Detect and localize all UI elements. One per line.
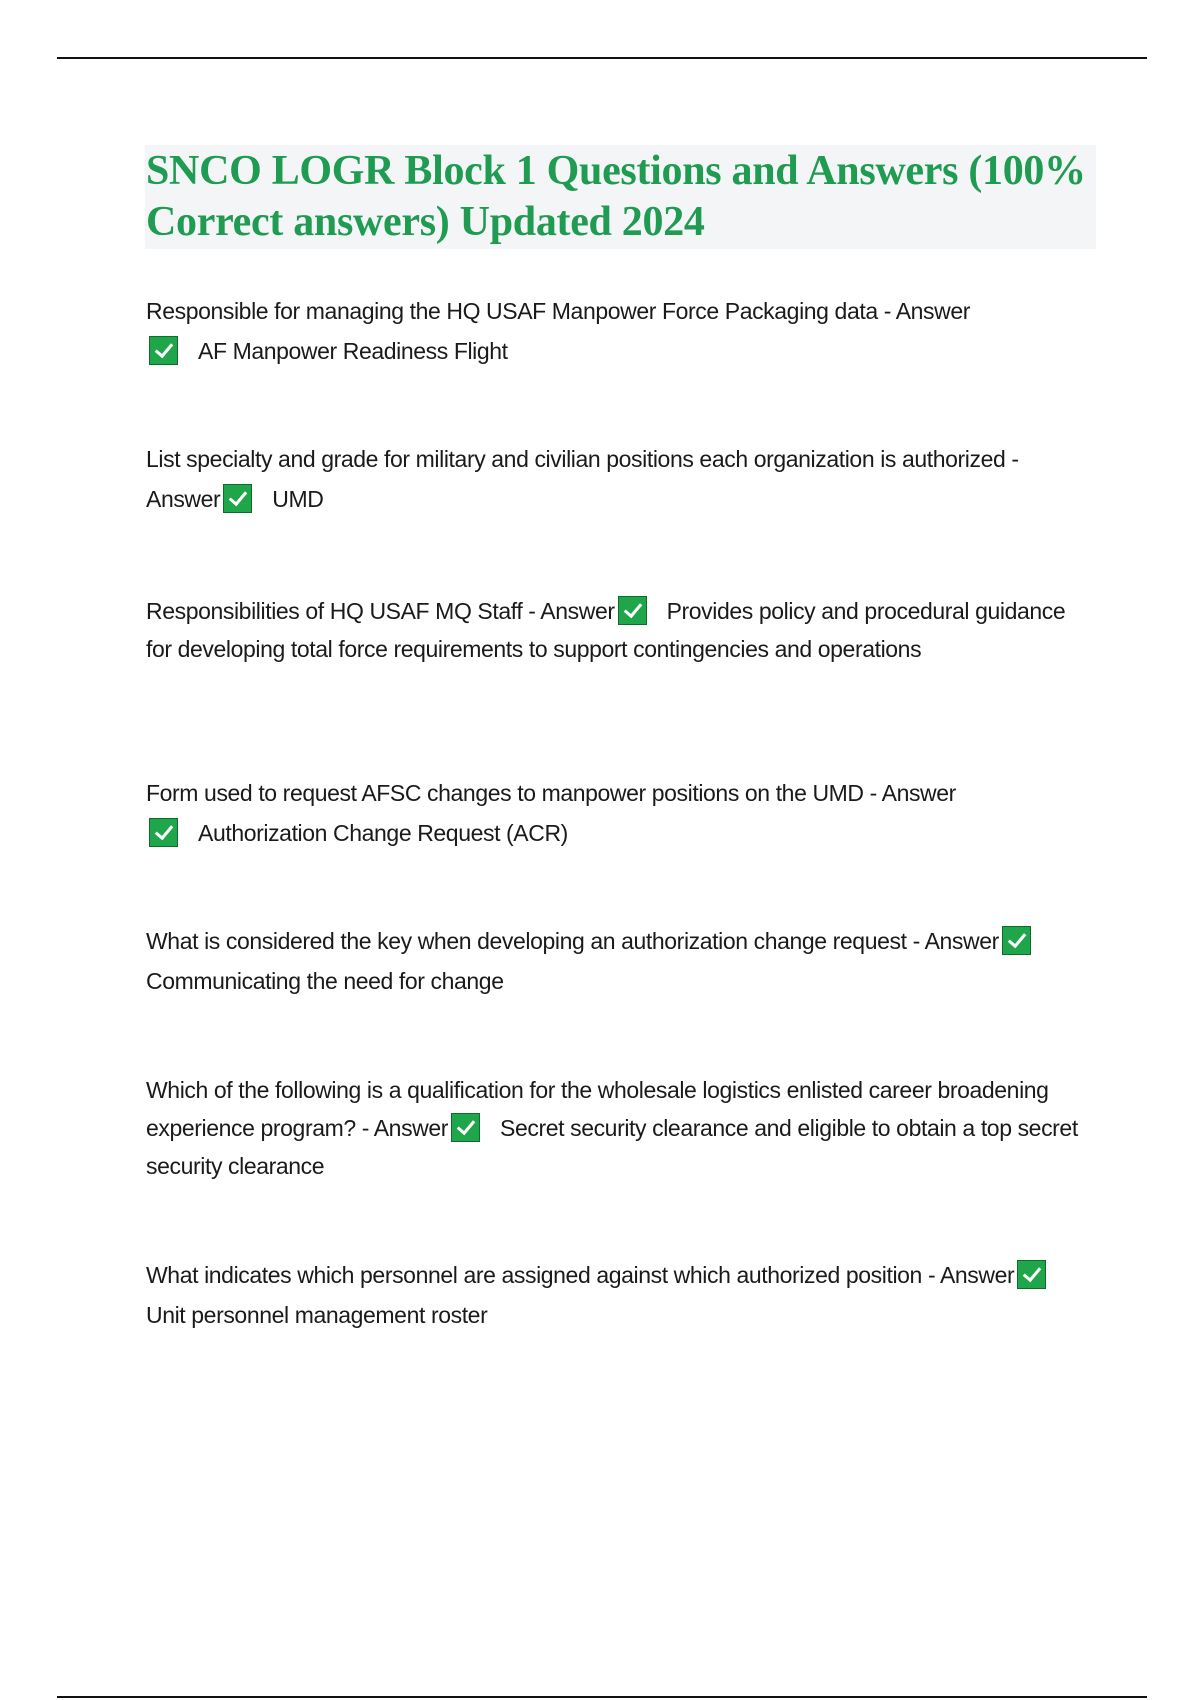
answer-label: Answer	[895, 298, 970, 324]
answer-label: Answer	[939, 1262, 1015, 1288]
qa-item	[146, 291, 1006, 371]
question-text: Responsible for managing the HQ USAF Manpower Force Packaging data -	[146, 298, 891, 324]
answer-text: Provides policy and procedural guidance for developing total force requirements to support contingencies and operations	[146, 598, 1066, 662]
bottom-rule	[57, 1696, 1147, 1698]
answer-label: Answer	[146, 486, 221, 512]
answer-text: Secret security clearance and eligible to obtain a top secret security clearance	[146, 1115, 1078, 1179]
answer-label: Answer	[540, 598, 615, 624]
check-icon	[223, 484, 252, 513]
question-text: What indicates which personnel are assigned against which authorized position -	[146, 1262, 936, 1288]
answer-text: Communicating the need for change	[146, 968, 504, 994]
question-text: Responsibilities of HQ USAF MQ Staff -	[146, 598, 536, 624]
qa-item	[146, 592, 1096, 668]
answer-text: Authorization Change Request (ACR)	[198, 820, 568, 846]
question-text: Form used to request AFSC changes to manpower positions on the UMD -	[146, 780, 877, 806]
answer-text: UMD	[272, 486, 324, 512]
answer-text: Unit personnel management roster	[146, 1302, 488, 1328]
check-icon	[451, 1113, 480, 1142]
answer-label: Answer	[924, 928, 999, 954]
check-icon	[618, 596, 647, 625]
qa-item	[146, 439, 1046, 519]
document-title: SNCO LOGR Block 1 Questions and Answers (100% Correct answers) Updated 2024	[146, 148, 1086, 245]
question-text: List specialty and grade for military and civilian positions each organization is authorized -	[146, 446, 1019, 472]
qa-item	[146, 773, 1006, 853]
question-text: Which of the following is a qualification for the wholesale logistics enlisted career broadening experience program? -	[146, 1077, 1049, 1141]
check-icon	[149, 336, 178, 365]
answer-label: Answer	[881, 780, 956, 806]
check-icon	[1002, 926, 1031, 955]
top-rule	[57, 57, 1147, 59]
qa-item	[146, 1071, 1096, 1185]
question-text: What is considered the key when developing an authorization change request -	[146, 928, 920, 954]
qa-item	[146, 921, 1066, 1001]
answer-label: Answer	[373, 1115, 449, 1141]
qa-item	[146, 1255, 1076, 1335]
answer-text: AF Manpower Readiness Flight	[198, 338, 508, 364]
check-icon	[1017, 1260, 1046, 1289]
check-icon	[149, 818, 178, 847]
